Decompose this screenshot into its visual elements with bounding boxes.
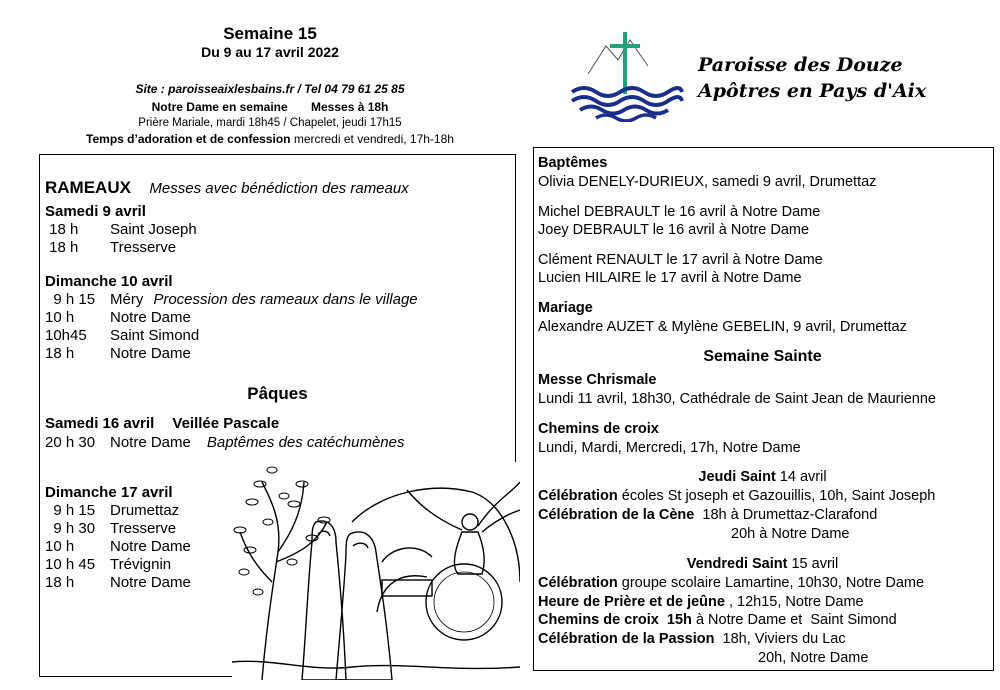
adoration-label: Temps d’adoration et de confession: [86, 132, 291, 146]
vendredi-item: [538, 630, 846, 648]
time: 18 h: [45, 221, 79, 238]
site-contact: Site : paroisseaixlesbains.fr / Tel 04 79 61 25 85: [135, 82, 405, 96]
list-item: [45, 502, 191, 520]
time: 20 h 30: [45, 434, 96, 451]
mariage-title: Mariage: [538, 300, 593, 316]
place: Saint Simond: [110, 327, 200, 344]
time: 18 h: [45, 239, 79, 256]
time: 9 h 30: [45, 520, 96, 537]
time: 9 h 15: [45, 291, 96, 308]
bapteme-line: Clément RENAULT le 17 avril à Notre Dame: [538, 252, 823, 268]
time: 18 h: [45, 574, 75, 591]
place: Notre Dame: [110, 574, 191, 591]
detail: 18h, Viviers du Lac: [714, 631, 846, 647]
jeudi-title: Jeudi Saint: [698, 469, 776, 485]
vendredi-item: [538, 574, 924, 592]
label: Heure de Prière et de jeûne: [538, 594, 725, 610]
time: 10 h: [45, 309, 75, 326]
rameaux-dimanche-list: [45, 291, 418, 363]
rameaux-dimanche-label: Dimanche 10 avril: [45, 273, 173, 290]
detail: , 12h15, Notre Dame: [724, 594, 864, 610]
list-item: [45, 327, 418, 345]
time: 10 h 45: [45, 556, 96, 573]
list-item: [45, 520, 191, 538]
chrismale-line: Lundi 11 avril, 18h30, Cathédrale de Saint Jean de Maurienne: [538, 391, 936, 407]
veillee-pascale: Veillée Pascale: [172, 415, 280, 432]
place: Drumettaz: [110, 502, 180, 519]
label: Célébration de la Passion: [538, 631, 715, 647]
label: Célébration: [538, 488, 618, 504]
chrismale-title: Messe Chrismale: [538, 372, 657, 388]
adoration-times: [30, 132, 510, 146]
list-item: [45, 309, 418, 327]
parish-name-line2: Apôtres en Pays d'Aix: [698, 80, 927, 102]
bapteme-line: Lucien HILAIRE le 17 avril à Notre Dame: [538, 270, 802, 286]
jeudi-celebration-2b: 20h à Notre Dame: [731, 526, 850, 542]
rameaux-title: RAMEAUX: [45, 178, 131, 197]
parish-logo-icon: [566, 26, 686, 122]
bapteme-line: Michel DEBRAULT le 16 avril à Notre Dame: [538, 204, 821, 220]
vendredi-date: 15 avril: [787, 556, 839, 572]
bapteme-line: Olivia DENELY-DURIEUX, samedi 9 avril, Drumettaz: [538, 174, 877, 190]
note: Procession des rameaux dans le village: [153, 291, 418, 308]
time: 18 h: [45, 345, 75, 362]
parish-name: [698, 52, 926, 104]
mariage-line: Alexandre AUZET & Mylène GEBELIN, 9 avril, Drumettaz: [538, 319, 907, 335]
jeudi-heading: [533, 468, 992, 486]
note: Baptêmes des catéchumènes: [206, 434, 405, 451]
vendredi-item: [538, 611, 897, 629]
croix-line: Lundi, Mardi, Mercredi, 17h, Notre Dame: [538, 440, 801, 456]
paques-title: Pâques: [247, 384, 308, 403]
place: Tresserve: [110, 239, 177, 256]
paques-dimanche-label: Dimanche 17 avril: [45, 484, 173, 501]
paques-samedi-label: Samedi 16 avril: [45, 415, 155, 432]
time: 10h45: [45, 327, 87, 344]
bapteme-line: Joey DEBRAULT le 16 avril à Notre Dame: [538, 222, 810, 238]
vendredi-item-continued: 20h, Notre Dame: [758, 650, 869, 666]
place: Notre Dame: [110, 538, 191, 555]
week-dates: Du 9 au 17 avril 2022: [201, 44, 339, 60]
rameaux-heading: [45, 178, 409, 198]
detail: groupe scolaire Lamartine, 10h30, Notre Dame: [617, 575, 925, 591]
jeudi-celebration-2: [538, 506, 877, 524]
list-item: [45, 434, 404, 452]
easter-illustration: [232, 462, 520, 680]
jeudi-date: 14 avril: [775, 469, 827, 485]
list-item: [45, 221, 197, 239]
jeudi-celebration-1: [538, 487, 935, 505]
label: Chemins de croix 15h: [538, 612, 692, 628]
place: Saint Joseph: [110, 221, 197, 238]
vendredi-item: [538, 593, 864, 611]
adoration-schedule: mercredi et vendredi, 17h-18h: [290, 132, 454, 146]
label: Célébration de la Cène: [538, 507, 695, 523]
list-item: [45, 239, 197, 257]
label: Célébration: [538, 575, 618, 591]
paques-dimanche-list: [45, 502, 191, 592]
paques-samedi-heading: [45, 415, 279, 433]
rameaux-samedi-label: Samedi 9 avril: [45, 203, 146, 220]
place: Notre Dame: [110, 309, 191, 326]
place: Notre Dame: [110, 345, 191, 362]
place: Tresserve: [110, 520, 177, 537]
time: 9 h 15: [45, 502, 96, 519]
list-item: [45, 556, 191, 574]
detail: écoles St joseph et Gazouillis, 10h, Saint Joseph: [617, 488, 936, 504]
place: Méry: [110, 291, 144, 308]
vendredi-title: Vendredi Saint: [686, 556, 788, 572]
semaine-sainte-title: Semaine Sainte: [703, 348, 822, 365]
time: 10 h: [45, 538, 75, 555]
list-item: [45, 574, 191, 592]
detail: 18h à Drumettaz-Clarafond: [694, 507, 878, 523]
croix-title: Chemins de croix: [538, 421, 659, 437]
place: Notre Dame: [110, 434, 191, 451]
list-item: [45, 538, 191, 556]
list-item: [45, 291, 418, 309]
vendredi-heading: [533, 555, 992, 573]
baptemes-title: Baptêmes: [538, 155, 608, 171]
rameaux-subtitle: Messes avec bénédiction des rameaux: [149, 180, 409, 197]
parish-name-line1: Paroisse des Douze: [698, 54, 903, 76]
place: Trévignin: [110, 556, 172, 573]
notre-dame-weekday: Notre Dame en semaine Messes à 18h: [151, 100, 389, 114]
rameaux-samedi-list: [45, 221, 197, 257]
priere-mariale: Prière Mariale, mardi 18h45 / Chapelet, jeudi 17h15: [138, 117, 402, 129]
empty-tomb-illustration-icon: [232, 462, 520, 680]
list-item: [45, 345, 418, 363]
page-title: Semaine 15: [223, 24, 317, 43]
detail: à Notre Dame et Saint Simond: [691, 612, 897, 628]
